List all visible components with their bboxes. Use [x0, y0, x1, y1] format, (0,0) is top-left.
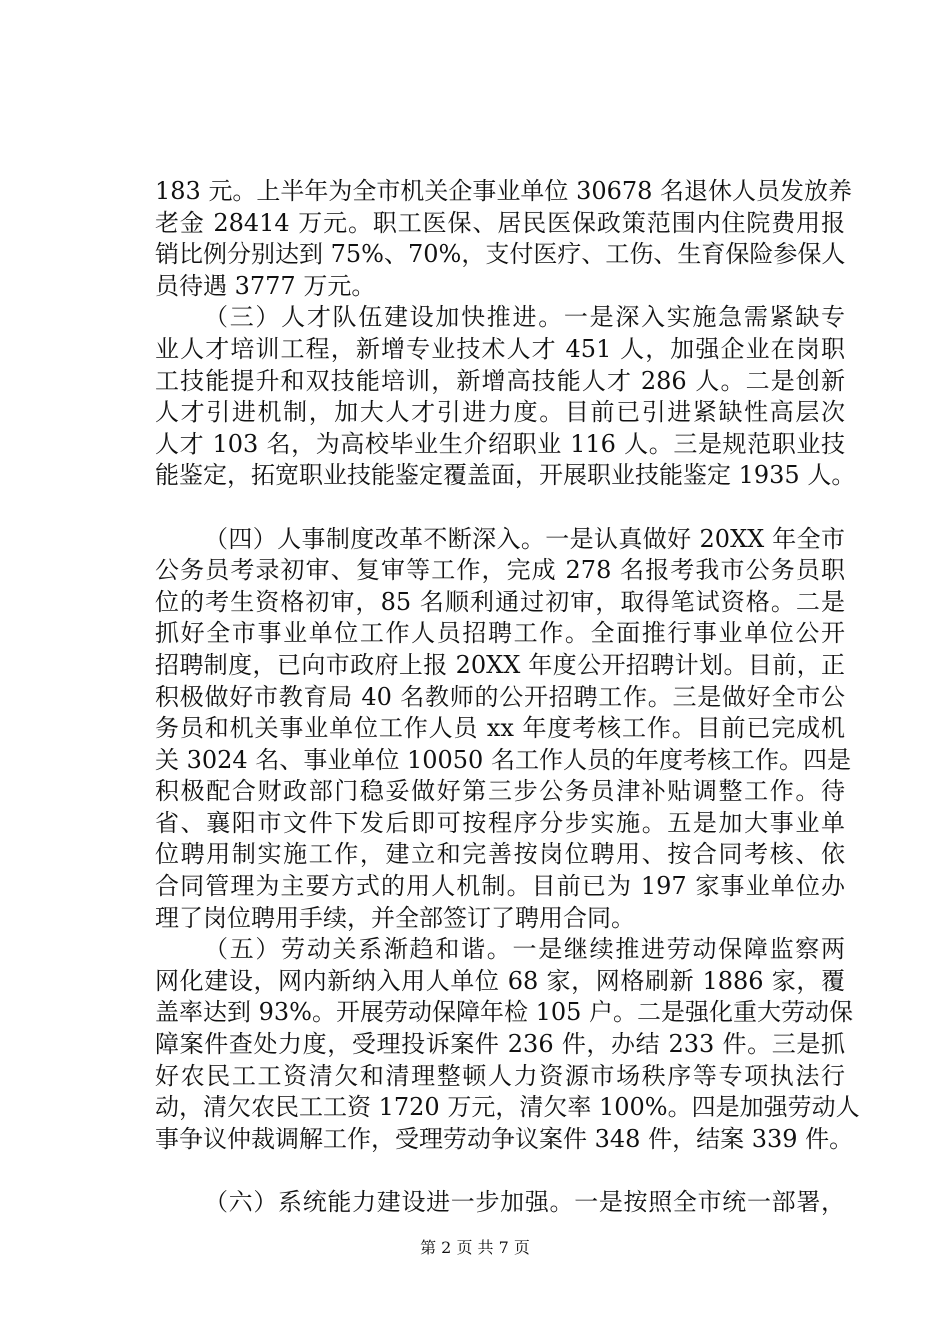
text-line: 业人才培训工程，新增专业技术人才 451 人，加强企业在岗职	[155, 334, 845, 363]
text-line: 抓好全市事业单位工作人员招聘工作。全面推行事业单位公开	[155, 619, 845, 648]
text-line: 关 3024 名、事业单位 10050 名工作人员的年度考核工作。四是	[155, 745, 851, 774]
paragraph-4-heading-line: （四）人事制度改革不断深入。一是认真做好 20XX 年全市	[204, 524, 845, 553]
text-line: 合同管理为主要方式的用人机制。目前已为 197 家事业单位办	[155, 872, 845, 901]
paragraph-3-heading-line: （三）人才队伍建设加快推进。一是深入实施急需紧缺专	[204, 303, 845, 332]
text-line: 积极做好市教育局 40 名教师的公开招聘工作。三是做好全市公	[155, 682, 845, 711]
text-line: 网化建设，网内新纳入用人单位 68 家，网格刷新 1886 家，覆	[155, 966, 845, 995]
paragraph-gap	[155, 492, 845, 524]
text-line: 工技能提升和双技能培训，新增高技能人才 286 人。二是创新	[155, 366, 845, 395]
text-line: 务员和机关事业单位工作人员 xx 年度考核工作。目前已完成机	[155, 714, 845, 743]
text-line: 员待遇 3777 万元。	[155, 271, 376, 300]
text-line: 招聘制度，已向市政府上报 20XX 年度公开招聘计划。目前，正	[155, 650, 845, 679]
text-line: 省、襄阳市文件下发后即可按程序分步实施。五是加大事业单	[155, 808, 845, 837]
text-line: 动，清欠农民工工资 1720 万元，清欠率 100%。四是加强劳动人	[155, 1093, 860, 1122]
text-line: 能鉴定，拓宽职业技能鉴定覆盖面，开展职业技能鉴定 1935 人。	[155, 461, 856, 490]
text-line: 人才 103 名，为高校毕业生介绍职业 116 人。三是规范职业技	[155, 429, 845, 458]
text-line: 位聘用制实施工作，建立和完善按岗位聘用、按合同考核、依	[155, 840, 845, 869]
text-line: 障案件查处力度，受理投诉案件 236 件，办结 233 件。三是抓	[155, 1030, 845, 1059]
text-line: 公务员考录初审、复审等工作，完成 278 名报考我市公务员职	[155, 556, 845, 585]
paragraph-5-heading-line: （五）劳动关系渐趋和谐。一是继续推进劳动保障监察两	[204, 935, 845, 964]
text-line: 183 元。上半年为全市机关企事业单位 30678 名退休人员发放养	[155, 177, 853, 205]
text-line: 好农民工工资清欠和清理整顿人力资源市场秩序等专项执法行	[155, 1061, 845, 1090]
text-line: 事争议仲裁调解工作，受理劳动争议案件 348 件，结案 339 件。	[155, 1124, 854, 1153]
text-line: 人才引进机制，加大人才引进力度。目前已引进紧缺性高层次	[155, 398, 845, 427]
text-line: 销比例分别达到 75%、70%，支付医疗、工伤、生育保险参保人	[155, 240, 846, 269]
page-footer: 第 2 页 共 7 页	[420, 1238, 530, 1257]
paragraph-gap	[155, 1155, 845, 1187]
text-line: 老金 28414 万元。职工医保、居民医保政策范围内住院费用报	[155, 208, 845, 237]
paragraph-6-heading-line: （六）系统能力建设进一步加强。一是按照全市统一部署，	[204, 1188, 845, 1216]
text-line: 理了岗位聘用手续，并全部签订了聘用合同。	[155, 903, 635, 932]
text-line: 盖率达到 93%。开展劳动保障年检 105 户。二是强化重大劳动保	[155, 998, 854, 1027]
document-body	[155, 176, 860, 1219]
text-line: 位的考生资格初审，85 名顺利通过初审，取得笔试资格。二是	[155, 587, 845, 616]
text-line: 积极配合财政部门稳妥做好第三步公务员津补贴调整工作。待	[155, 777, 845, 806]
